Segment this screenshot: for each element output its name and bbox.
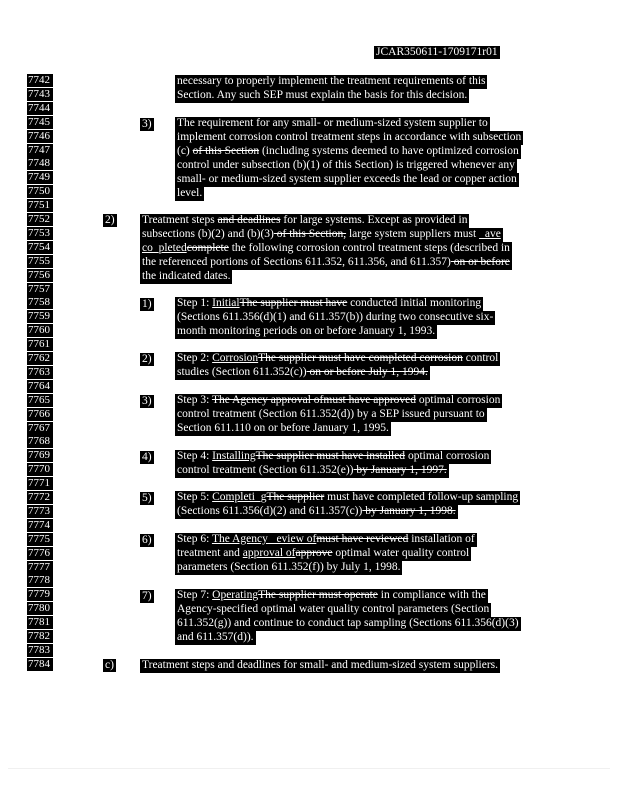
line-number: 7765 bbox=[27, 394, 53, 407]
line-number: 7762 bbox=[27, 352, 53, 365]
text-line: Section. Any such SEP must explain the basis for this decision. bbox=[177, 89, 468, 101]
line-number: 7764 bbox=[27, 380, 53, 393]
text-line: (Sections 611.356(d)(1) and 611.357(b)) during two consecutive six- bbox=[177, 311, 494, 323]
item-marker: 7) bbox=[142, 590, 152, 602]
line-number: 7746 bbox=[27, 130, 53, 143]
text-line: and 611.357(d)). bbox=[177, 631, 254, 643]
line-number: 7777 bbox=[27, 561, 53, 574]
text-line: implement corrosion control treatment steps in accordance with subsection bbox=[177, 131, 522, 143]
line-number: 7781 bbox=[27, 616, 53, 629]
line-number: 7761 bbox=[27, 338, 53, 351]
document-header-id: JCAR350611-1709171r01 bbox=[376, 46, 498, 58]
text-line: 611.352(g)) and continue to conduct tap sampling (Sections 611.356(d)(3) bbox=[177, 617, 519, 629]
line-number: 7757 bbox=[27, 283, 53, 296]
line-number: 7748 bbox=[27, 157, 53, 170]
line-number: 7775 bbox=[27, 533, 53, 546]
line-number: 7756 bbox=[27, 269, 53, 282]
text-line: The requirement for any small- or medium-sized system supplier to bbox=[177, 117, 488, 129]
line-number: 7774 bbox=[27, 519, 53, 532]
line-number: 7754 bbox=[27, 241, 53, 254]
text-line: the indicated dates. bbox=[142, 270, 231, 282]
line-number: 7752 bbox=[27, 213, 53, 226]
text-line: control under subsection (b)(1) of this Section) is triggered whenever any bbox=[177, 159, 515, 171]
line-number: 7768 bbox=[27, 435, 53, 448]
line-number: 7766 bbox=[27, 408, 53, 421]
text-line: Step 6: The Agency _eview ofmust have reviewed installation of bbox=[177, 533, 475, 545]
line-number: 7784 bbox=[27, 658, 53, 671]
text-line: (c) of this Section (including systems deemed to have optimized corrosion bbox=[177, 145, 519, 157]
text-line: Treatment steps and deadlines for large systems. Except as provided in bbox=[142, 214, 468, 226]
text-line: control treatment (Section 611.352(d)) by a SEP issued pursuant to bbox=[177, 408, 485, 420]
item-marker: 4) bbox=[142, 451, 152, 463]
item-marker: 3) bbox=[142, 118, 152, 130]
line-number: 7744 bbox=[27, 102, 53, 115]
text-line: co_pletedcomplete the following corrosion control treatment steps (described in bbox=[142, 242, 510, 254]
text-line: parameters (Section 611.352(f)) by July 1, 1998. bbox=[177, 561, 401, 573]
line-number: 7742 bbox=[27, 74, 53, 87]
line-number: 7760 bbox=[27, 324, 53, 337]
page-footer-divider bbox=[8, 768, 610, 769]
item-marker: 1) bbox=[142, 298, 152, 310]
line-number: 7770 bbox=[27, 463, 53, 476]
line-number: 7751 bbox=[27, 199, 53, 212]
line-number: 7771 bbox=[27, 477, 53, 490]
text-line: the referenced portions of Sections 611.352, 611.356, and 611.357) on or before bbox=[142, 256, 510, 268]
text-line: level. bbox=[177, 187, 203, 199]
line-number: 7782 bbox=[27, 630, 53, 643]
line-number: 7780 bbox=[27, 602, 53, 615]
text-line: month monitoring periods on or before January 1, 1993. bbox=[177, 325, 436, 337]
line-number: 7769 bbox=[27, 449, 53, 462]
text-line: Step 1: InitialThe supplier must have conducted initial monitoring bbox=[177, 297, 482, 309]
line-number: 7753 bbox=[27, 227, 53, 240]
item-marker: 3) bbox=[142, 395, 152, 407]
line-number: 7778 bbox=[27, 574, 53, 587]
line-number: 7763 bbox=[27, 366, 53, 379]
text-line: Step 3: The Agency approval ofmust have approved optimal corrosion bbox=[177, 394, 501, 406]
item-marker: 6) bbox=[142, 534, 152, 546]
text-line: (Sections 611.356(d)(2) and 611.357(c)) by January 1, 1998. bbox=[177, 505, 456, 517]
line-number: 7772 bbox=[27, 491, 53, 504]
text-line: subsections (b)(2) and (b)(3) of this Section, large system suppliers must _ave bbox=[142, 228, 501, 240]
line-number: 7776 bbox=[27, 547, 53, 560]
line-number: 7750 bbox=[27, 185, 53, 198]
text-line: necessary to properly implement the treatment requirements of this bbox=[177, 75, 486, 87]
text-line: Step 7: OperatingThe supplier must operate in compliance with the bbox=[177, 589, 486, 601]
text-line: Step 2: CorrosionThe supplier must have completed corrosion control bbox=[177, 352, 499, 364]
line-number: 7745 bbox=[27, 116, 53, 129]
line-number: 7759 bbox=[27, 310, 53, 323]
text-line: treatment and approval ofapprove optimal water quality control bbox=[177, 547, 470, 559]
text-line: Step 5: Completi_gThe supplier must have completed follow-up sampling bbox=[177, 491, 519, 503]
line-number: 7747 bbox=[27, 144, 53, 157]
line-number: 7783 bbox=[27, 644, 53, 657]
text-line: Treatment steps and deadlines for small- and medium-sized system suppliers. bbox=[142, 659, 499, 671]
line-number: 7773 bbox=[27, 505, 53, 518]
text-line: Section 611.110 on or before January 1, 1995. bbox=[177, 422, 389, 434]
line-number: 7749 bbox=[27, 171, 53, 184]
text-line: Step 4: InstallingThe supplier must have installed optimal corrosion bbox=[177, 450, 490, 462]
item-marker: 5) bbox=[142, 492, 152, 504]
item-marker: 2) bbox=[142, 353, 152, 365]
text-line: control treatment (Section 611.352(e)) by January 1, 1997. bbox=[177, 464, 447, 476]
line-number: 7743 bbox=[27, 88, 53, 101]
item-marker: 2) bbox=[105, 214, 115, 226]
item-marker: c) bbox=[105, 659, 114, 671]
line-number: 7755 bbox=[27, 255, 53, 268]
line-number: 7779 bbox=[27, 588, 53, 601]
text-line: small- or medium-sized system supplier exceeds the lead or copper action bbox=[177, 173, 517, 185]
line-number: 7767 bbox=[27, 422, 53, 435]
text-line: studies (Section 611.352(c)) on or before July 1, 1994. bbox=[177, 366, 428, 378]
line-number: 7758 bbox=[27, 296, 53, 309]
text-line: Agency-specified optimal water quality control parameters (Section bbox=[177, 603, 490, 615]
